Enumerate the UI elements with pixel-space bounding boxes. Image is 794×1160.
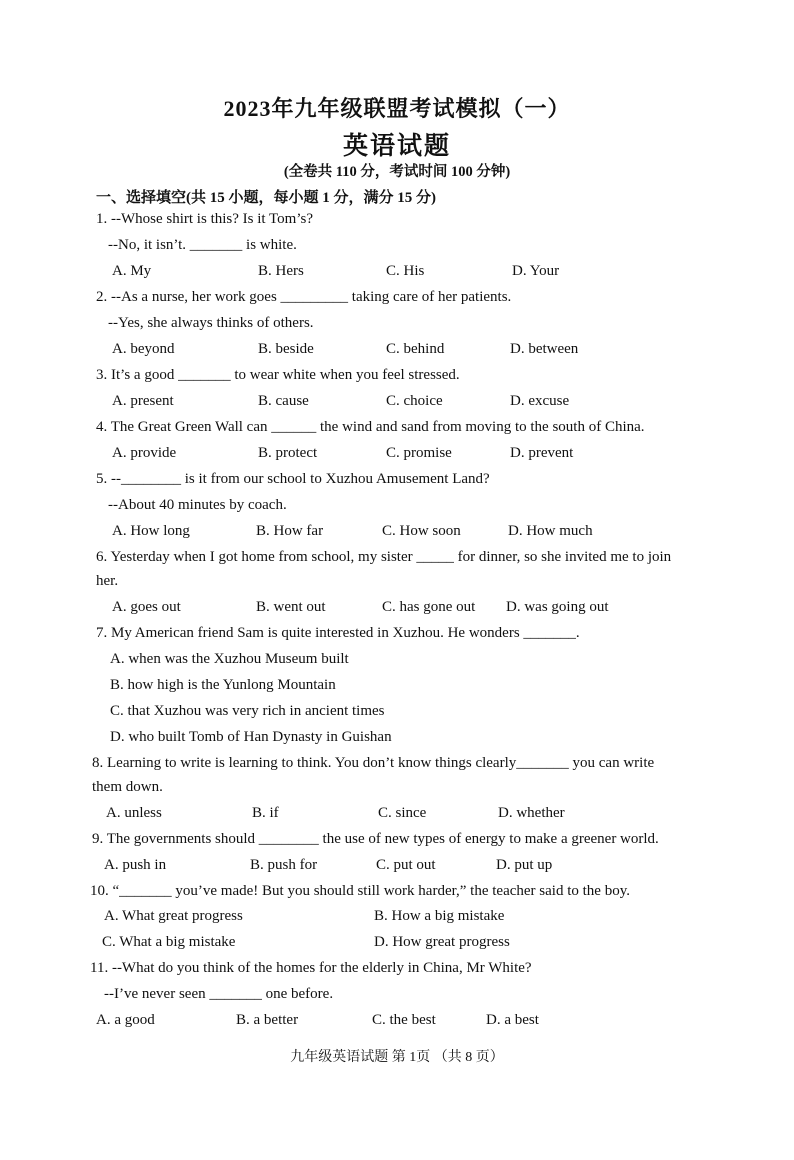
exam-meta: (全卷共 110 分，考试时间 100 分钟) — [283, 164, 511, 180]
question-10-option-a: A. What great progress — [104, 908, 243, 924]
question-3-line-1: 3. It’s a good _______ to wear white when you feel stressed. — [96, 367, 460, 383]
question-9-option-b: B. push for — [250, 857, 318, 873]
question-11-line-1: 11. --What do you think of the homes for the elderly in China, Mr White? — [90, 960, 532, 976]
page-subtitle: 英语试题 — [342, 133, 451, 160]
question-2-line-2: --Yes, she always thinks of others. — [108, 315, 314, 331]
section-heading: 一、选择填空(共 15 小题，每小题 1 分，满分 15 分) — [96, 190, 436, 206]
question-7-option-b: B. how high is the Yunlong Mountain — [110, 677, 336, 693]
question-6-option-a: A. goes out — [112, 599, 181, 615]
question-5-option-c: C. How soon — [382, 523, 461, 539]
question-1-option-a: A. My — [112, 263, 152, 279]
question-7-option-d: D. who built Tomb of Han Dynasty in Guishan — [110, 729, 392, 745]
question-1-line-2: --No, it isn’t. _______ is white. — [108, 237, 297, 253]
question-4-option-a: A. provide — [112, 445, 177, 461]
question-11-option-d: D. a best — [486, 1012, 539, 1028]
question-8-option-d: D. whether — [498, 805, 565, 821]
question-2-option-b: B. beside — [258, 341, 314, 357]
question-5-option-b: B. How far — [256, 523, 324, 539]
question-10-option-c: C. What a big mistake — [102, 934, 236, 950]
page-title: 2023年九年级联盟考试模拟（一） — [223, 96, 571, 121]
question-9-line-1: 9. The governments should ________ the use of new types of energy to make a greener world. — [92, 831, 659, 847]
question-11-option-a: A. a good — [96, 1012, 155, 1028]
question-10-option-d: D. How great progress — [374, 934, 510, 950]
question-10-line-1: 10. “_______ you’ve made! But you should still work harder,” the teacher said to the boy. — [90, 883, 630, 899]
question-4-option-c: C. promise — [386, 445, 452, 461]
question-4-line-1: 4. The Great Green Wall can ______ the wind and sand from moving to the south of China. — [96, 419, 645, 435]
question-4-option-b: B. protect — [258, 445, 318, 461]
question-3-option-d: D. excuse — [510, 393, 570, 409]
question-6-option-c: C. has gone out — [382, 599, 476, 615]
question-7-option-c: C. that Xuzhou was very rich in ancient times — [110, 703, 385, 719]
question-3-option-b: B. cause — [258, 393, 309, 409]
question-7-line-1: 7. My American friend Sam is quite interested in Xuzhou. He wonders _______. — [96, 625, 580, 641]
question-7-option-a: A. when was the Xuzhou Museum built — [110, 651, 349, 667]
page-footer: 九年级英语试题 第 1页 （共 8 页） — [290, 1050, 504, 1065]
question-6-line-2: her. — [96, 573, 119, 589]
question-4-option-d: D. prevent — [510, 445, 574, 461]
question-8-line-2: them down. — [92, 779, 163, 795]
question-8-line-1: 8. Learning to write is learning to think. You don’t know things clearly_______ you can write — [92, 755, 655, 771]
question-10-option-b: B. How a big mistake — [374, 908, 505, 924]
question-2-line-1: 2. --As a nurse, her work goes _________ taking care of her patients. — [96, 289, 512, 305]
question-5-line-2: --About 40 minutes by coach. — [108, 497, 287, 513]
question-6-line-1: 6. Yesterday when I got home from school, my sister _____ for dinner, so she invited me to join — [96, 549, 672, 565]
question-11-option-b: B. a better — [236, 1012, 299, 1028]
question-6-option-d: D. was going out — [506, 599, 609, 615]
question-9-option-c: C. put out — [376, 857, 436, 873]
question-8-option-a: A. unless — [106, 805, 162, 821]
question-1-option-c: C. His — [386, 263, 425, 279]
question-2-option-c: C. behind — [386, 341, 445, 357]
question-3-option-a: A. present — [112, 393, 174, 409]
question-1-option-d: D. Your — [512, 263, 560, 279]
question-11-line-2: --I’ve never seen _______ one before. — [104, 986, 334, 1002]
question-2-option-d: D. between — [510, 341, 579, 357]
question-9-option-a: A. push in — [104, 857, 167, 873]
question-8-option-c: C. since — [378, 805, 427, 821]
question-5-line-1: 5. --________ is it from our school to Xuzhou Amusement Land? — [96, 471, 490, 487]
question-1-line-1: 1. --Whose shirt is this? Is it Tom’s? — [96, 211, 313, 227]
question-2-option-a: A. beyond — [112, 341, 175, 357]
question-1-option-b: B. Hers — [258, 263, 304, 279]
question-8-option-b: B. if — [252, 805, 279, 821]
question-5-option-d: D. How much — [508, 523, 593, 539]
question-11-option-c: C. the best — [372, 1012, 436, 1028]
question-9-option-d: D. put up — [496, 857, 553, 873]
question-6-option-b: B. went out — [256, 599, 326, 615]
question-3-option-c: C. choice — [386, 393, 443, 409]
question-5-option-a: A. How long — [112, 523, 190, 539]
